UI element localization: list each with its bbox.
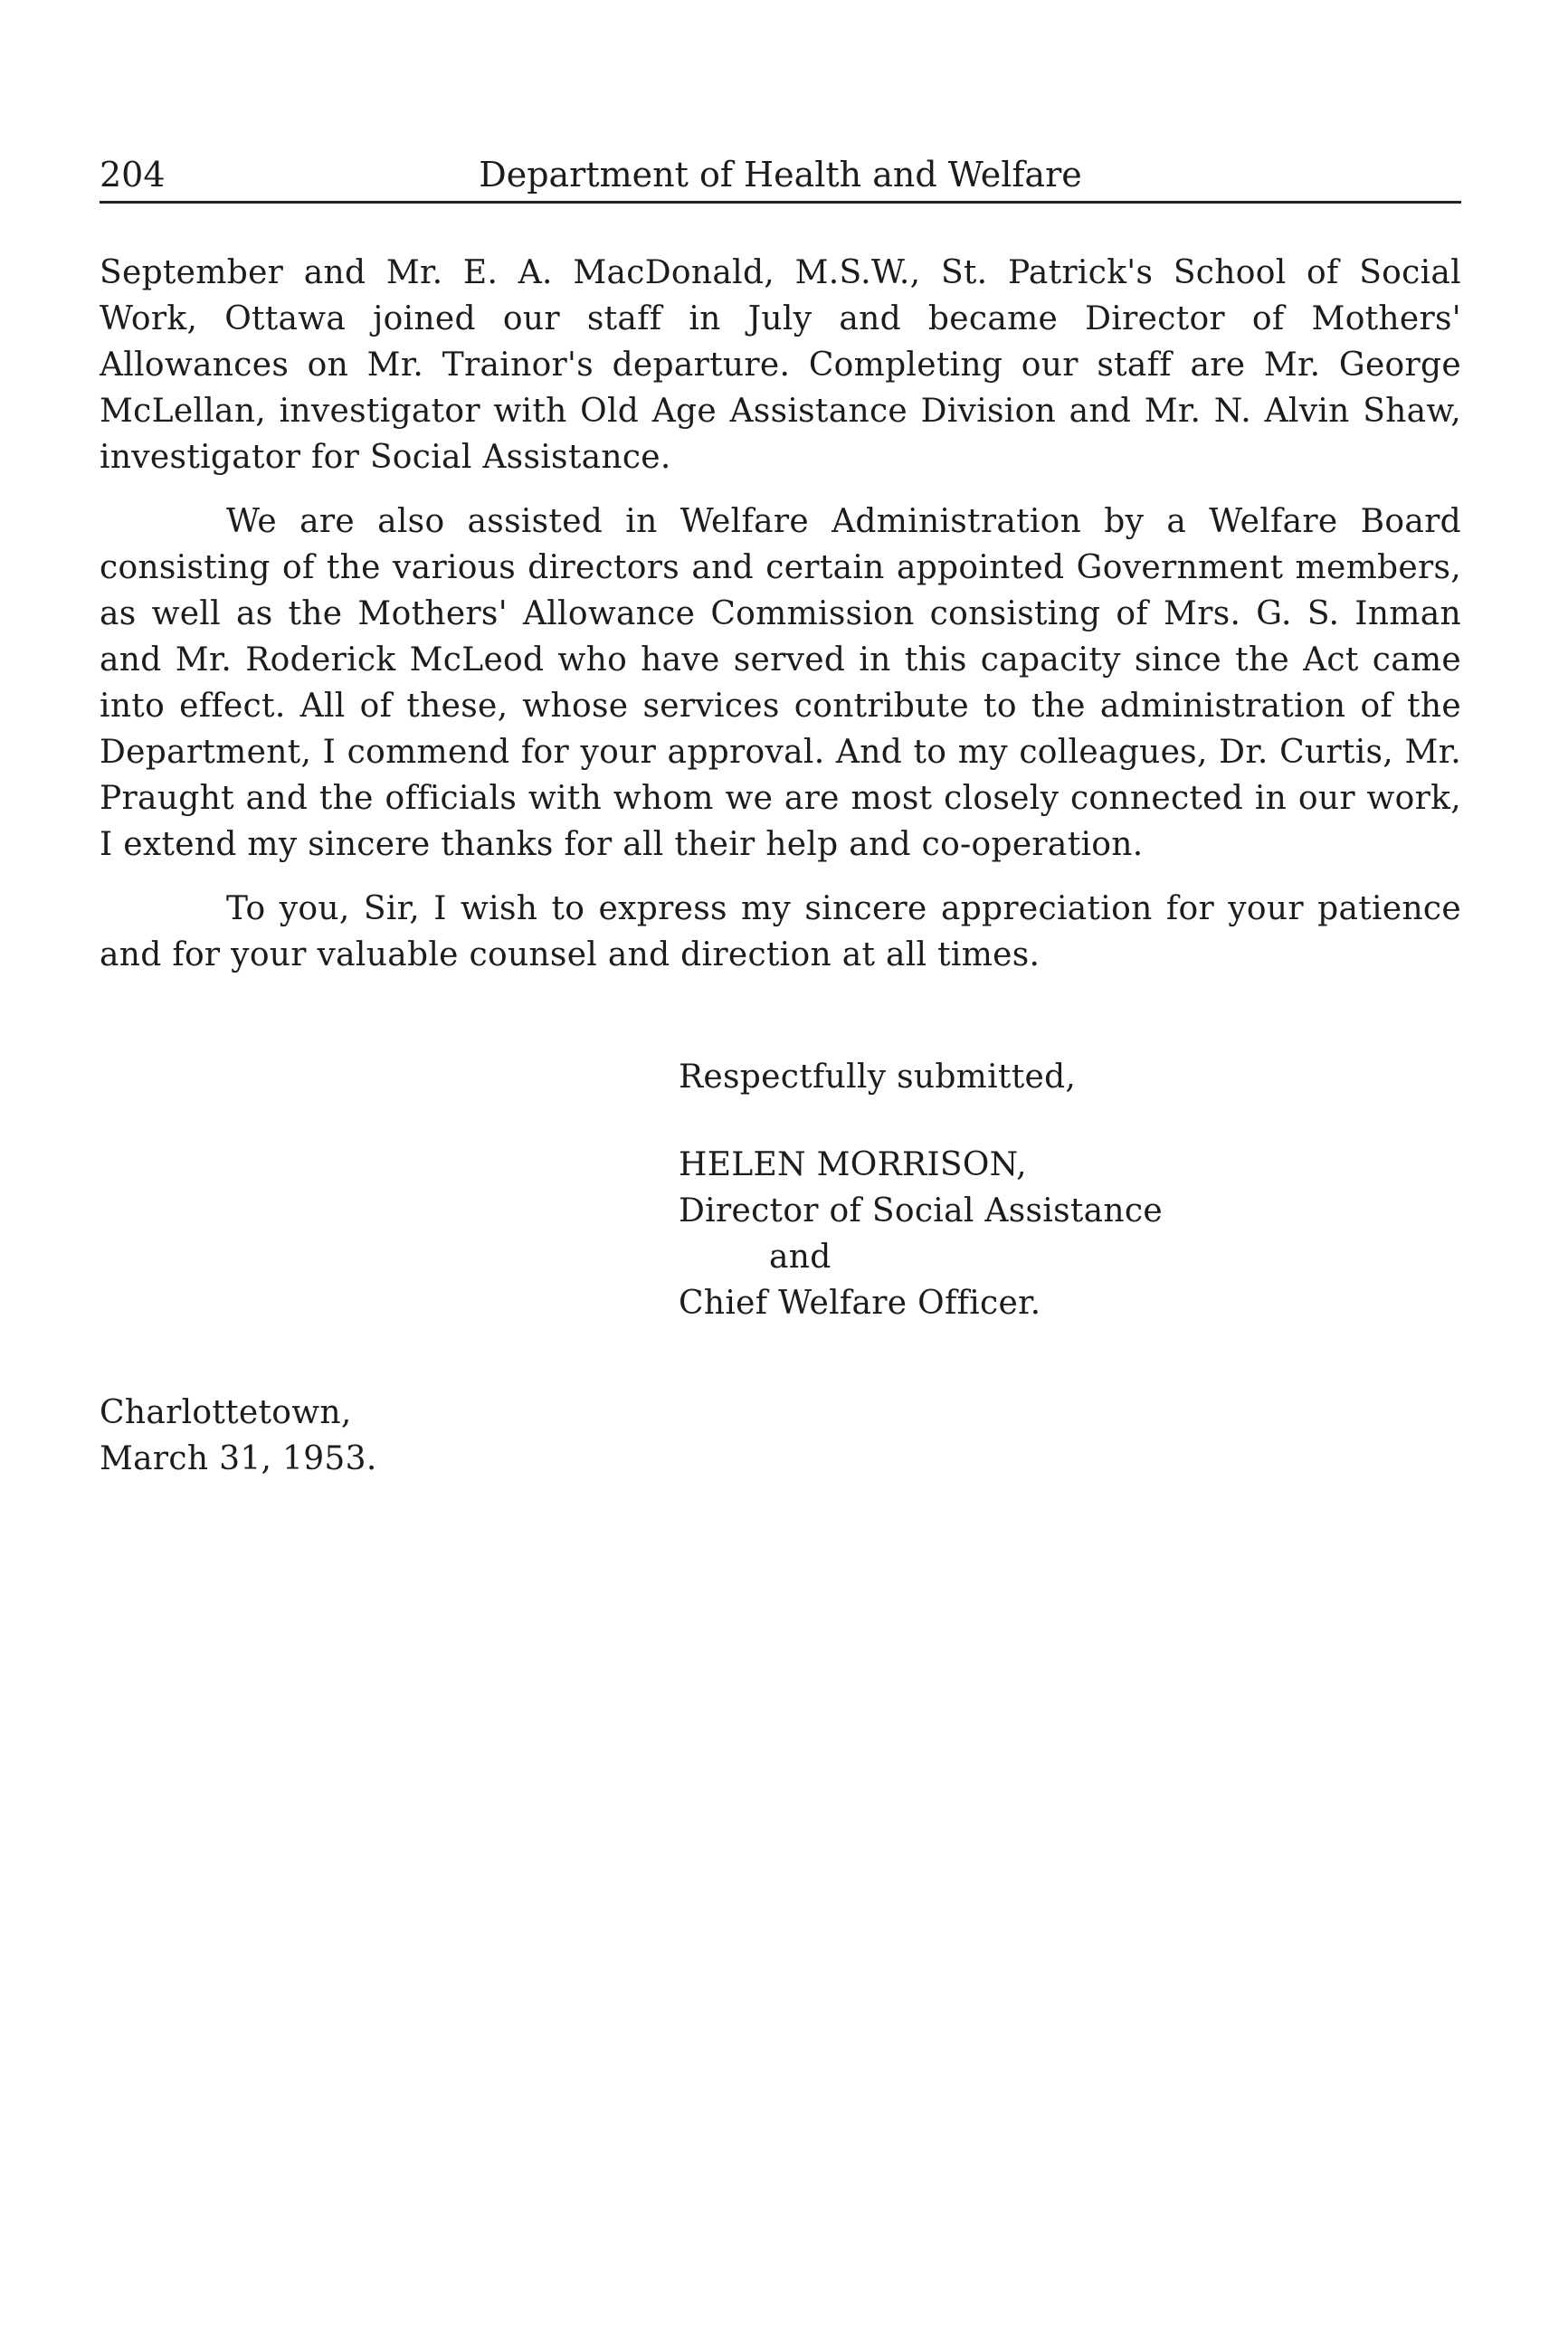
page-number: 204 (100, 155, 166, 195)
signatory-title-2: Chief Welfare Officer. (679, 1285, 1041, 1322)
running-title: Department of Health and Welfare (479, 155, 1082, 195)
signatory-title-connector: and (769, 1239, 832, 1276)
paragraph-appreciation: To you, Sir, I wish to express my sincere appreciation for your patience and for your valuable counsel and direction at all times. (100, 890, 1461, 973)
signatory-name: HELEN MORRISON, (679, 1146, 1027, 1183)
place: Charlottetown, (100, 1394, 352, 1431)
paragraph-continuation: September and Mr. E. A. MacDonald, M.S.W., St. Patrick's School of Social Work, Ottawa joined our staff in July and became Director of Mothers' Allowances on Mr. Trainor's departure. Completing our staff are Mr. George McLellan, investigator with Old Age Assistance Division and Mr. N. Alvin Shaw, investigator for Social Assistance. (100, 254, 1461, 476)
header-rule (100, 201, 1461, 204)
page-header (100, 152, 1461, 197)
body-text (100, 250, 1461, 996)
complimentary-close: Respectfully submitted, (679, 1059, 1077, 1096)
place-and-date (100, 1390, 377, 1482)
date: March 31, 1953. (100, 1440, 377, 1477)
signature-gap (679, 1100, 1163, 1142)
signatory-title-1: Director of Social Assistance (679, 1192, 1163, 1229)
signature-block (679, 1054, 1163, 1326)
paragraph-welfare-board: We are also assisted in Welfare Administration by a Welfare Board consisting of the various directors and certain appointed Government members, as well as the Mothers' Allowance Commission consisting of Mrs. G. S. Inman and Mr. Roderick McLeod who have served in this capacity since the Act came into effect. All of these, whose services contribute to the administration of the Department, I commend for your approval. And to my colleagues, Dr. Curtis, Mr. Praught and the officials with whom we are most closely connected in our work, I extend my sincere thanks for all their help and co-operation. (100, 503, 1461, 863)
